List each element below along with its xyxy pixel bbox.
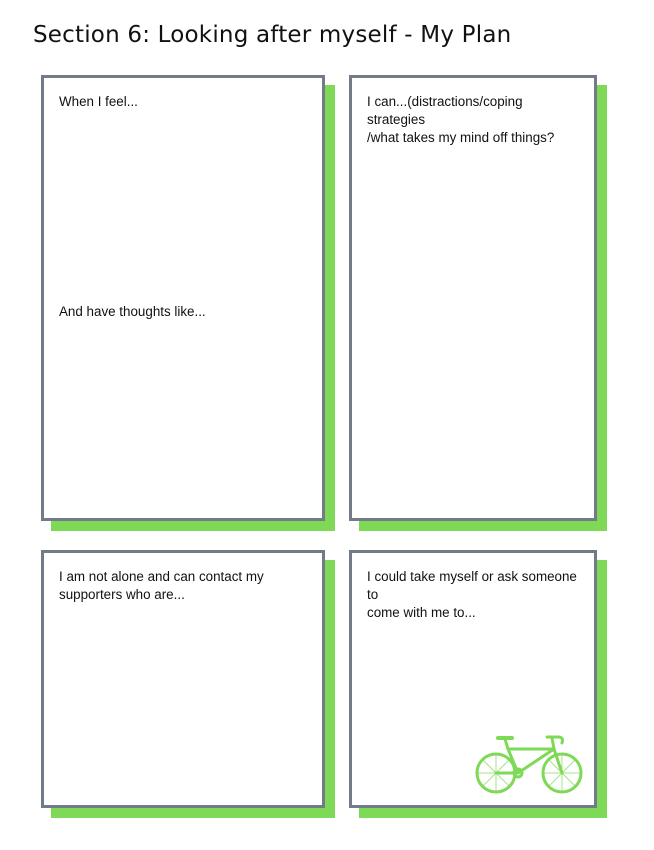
supporters-box[interactable] [41, 550, 325, 808]
bicycle-icon [474, 731, 586, 797]
feelings-prompt-thoughts: And have thoughts like... [59, 304, 206, 319]
supporters-prompt: I am not alone and can contact my supporters who are... [59, 569, 264, 602]
places-box[interactable] [349, 550, 597, 808]
feelings-prompt-when-i-feel: When I feel... [59, 94, 138, 109]
coping-section [349, 75, 607, 531]
supporters-section [41, 550, 335, 818]
coping-prompt: I can...(distractions/coping strategies /what takes my mind off things? [367, 94, 555, 145]
feelings-section [41, 75, 335, 531]
coping-box[interactable] [349, 75, 597, 521]
places-section [349, 550, 607, 818]
page-title: Section 6: Looking after myself - My Plan [33, 22, 512, 48]
feelings-box[interactable] [41, 75, 325, 521]
places-prompt: I could take myself or ask someone to come with me to... [367, 569, 577, 620]
